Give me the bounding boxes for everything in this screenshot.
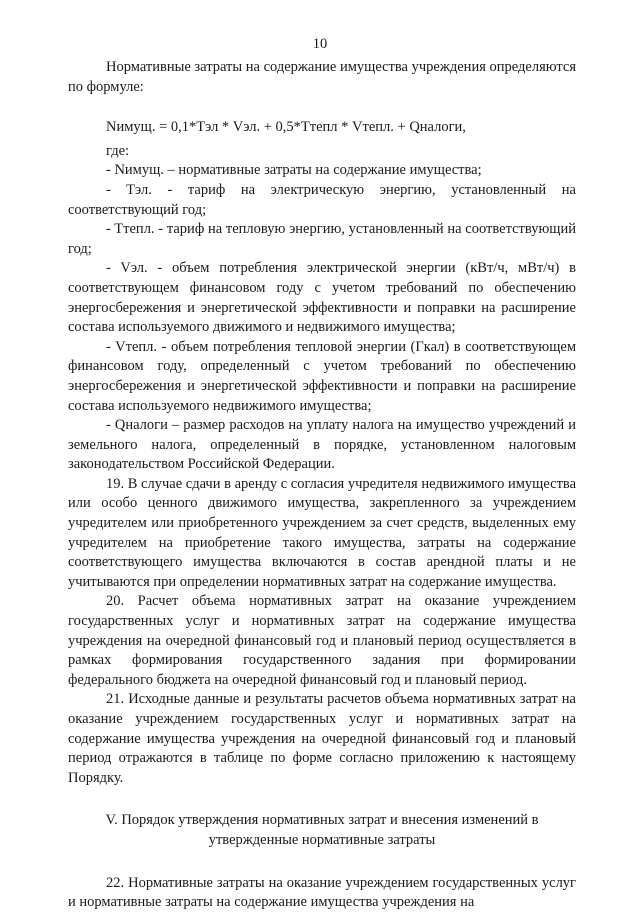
paragraph-19: 19. В случае сдачи в аренду с согласия учредителя недвижимого имущества или особо ценного движимого имущества, закрепленного за учреждением учредителем или приобретенного учреждением за счет средств, выделенных ему учредителем на приобретение такого имущества, затраты на содержание соответствующего имущества включаются в состав арендной платы и не учитываются при определении нормативных затрат на содержание имущества. (68, 475, 576, 590)
definition-item: - Tтепл. - тариф на тепловую энергию, установленный на соответствующий год; (68, 221, 576, 257)
intro-paragraph: Нормативные затраты на содержание имущества учреждения определяются по формуле: (68, 59, 576, 95)
paragraph-20: 20. Расчет объема нормативных затрат на оказание учреждением государственных услуг и нормативных затрат на содержание имущества учреждения на очередной финансовый год и плановый период осуществляется в рамках формирования государственного задания при формировании федерального бюджета на очередной финансовый год и плановый период. (68, 593, 576, 688)
definition-item: - Vэл. - объем потребления электрической энергии (кВт/ч, мВт/ч) в соответствующем финансовом году с учетом требований по обеспечению энергосбережения и энергетической эффективности и поправки на расширение состава используемого движимого и недвижимого имущества; (68, 260, 576, 336)
definition-item: - Tэл. - тариф на электрическую энергию, установленный на соответствующий год; (68, 181, 576, 218)
definition-item: - Vтепл. - объем потребления тепловой энергии (Гкал) в соответствующем финансовом году, определенный с учетом требований по обеспечению энергосбережения и энергетической эффективности и поправки на расширение состава используемого недвижимого имущества; (68, 338, 576, 414)
section-heading (68, 811, 576, 850)
section-heading-line-2: утвержденные нормативные затраты (208, 831, 436, 848)
section-heading-line-1: V. Порядок утверждения нормативных затрат и внесения изменений в (105, 812, 539, 829)
paragraph-22: 22. Нормативные затраты на оказание учреждением государственных услуг и нормативные затраты на содержание имущества учреждения на (68, 874, 576, 911)
page-number: 10 (312, 36, 328, 52)
where-label: где: (106, 142, 130, 159)
definition-item: - Nимущ. – нормативные затраты на содержание имущества; (106, 162, 482, 179)
definition-item: - Qналоги – размер расходов на уплату налога на имущество учреждений и земельного налога, определенный в порядке, установленном налоговым законодательством Российской Федерации. (68, 417, 576, 473)
document-body (68, 58, 576, 913)
formula: Nимущ. = 0,1*Tэл * Vэл. + 0,5*Tтепл * Vтепл. + Qналоги, (106, 119, 466, 136)
paragraph-21: 21. Исходные данные и результаты расчетов объема нормативных затрат на оказание учреждением государственных услуг и нормативных затрат на содержание имущества учреждения на очередной финансовый год и плановый период отражаются в таблице по форме согласно приложению к настоящему Порядку. (68, 691, 576, 786)
